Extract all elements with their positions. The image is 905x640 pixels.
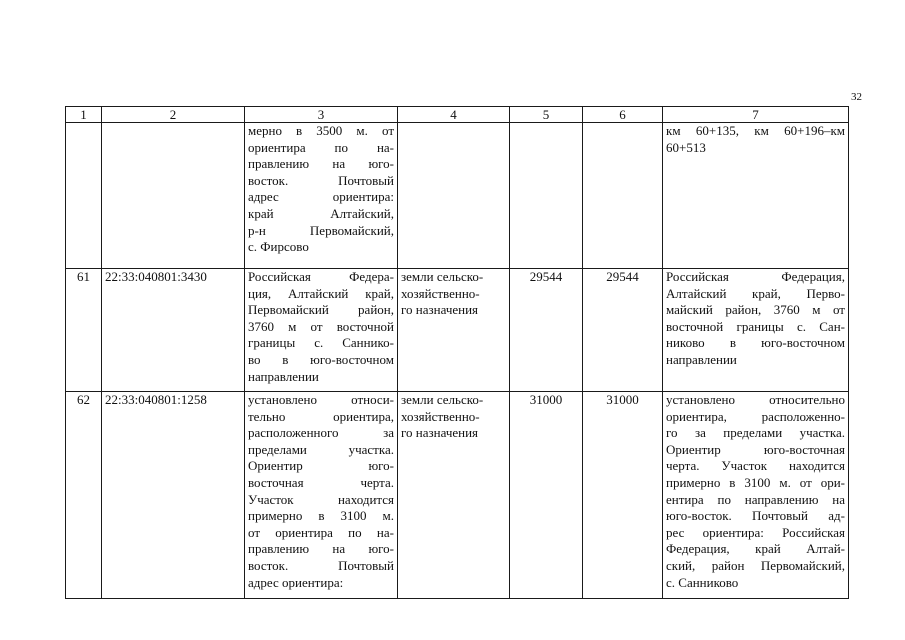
text-line: р-н Первомайский, — [248, 222, 394, 238]
text-line: ский, район Первомайский, — [666, 557, 845, 573]
table-row — [66, 392, 849, 599]
column-header: 3 — [245, 107, 398, 123]
column-number-row — [66, 107, 849, 123]
location-cell — [245, 123, 398, 269]
address-cell — [663, 392, 849, 599]
text-line: земли сельско- — [401, 392, 484, 407]
text-line: ориентира по на- — [248, 139, 394, 155]
column-header: 2 — [102, 107, 245, 123]
text-line: направлении — [248, 368, 319, 384]
text-line: с. Санниково — [666, 574, 739, 590]
text-line: хозяйственно- — [401, 285, 480, 301]
text-line: земли сельско- — [401, 269, 484, 284]
text-line: примерно в 3100 м. от ори- — [666, 474, 845, 490]
text-line: го назначения — [401, 302, 479, 318]
text-line: тельно ориентира, — [248, 408, 394, 424]
text-line: хозяйственно- — [401, 408, 480, 424]
column-header: 5 — [510, 107, 583, 123]
text-line: ция, Алтайский край, — [248, 285, 394, 301]
column-header: 4 — [398, 107, 510, 123]
row-number-cell: 61 — [66, 269, 102, 392]
cadastral-number-cell: 22:33:040801:3430 — [102, 269, 245, 392]
cadastral-number-cell — [102, 123, 245, 269]
text-line: край Алтайский, — [248, 205, 394, 221]
area-cell — [510, 123, 583, 269]
text-line: Первомайский район, — [248, 302, 394, 318]
text-line: ориентира, расположенно- — [666, 408, 845, 424]
location-cell — [245, 269, 398, 392]
text-line: восток. Почтовый — [248, 172, 394, 188]
area-cell: 29544 — [510, 269, 583, 392]
text-line: Российская Федера- — [248, 269, 394, 284]
text-line: ентира по направлению на — [666, 491, 845, 507]
text-line: примерно в 3100 м. — [248, 508, 394, 524]
text-line: рес ориентира: Российская — [666, 524, 845, 540]
page-number: 32 — [851, 91, 862, 103]
text-line: пределами участка. — [248, 441, 394, 457]
text-line: го за пределами участка. — [666, 425, 845, 441]
text-line: во в юго-восточном — [248, 351, 394, 367]
row-number-cell: 62 — [66, 392, 102, 599]
land-category-cell — [398, 123, 510, 269]
location-cell — [245, 392, 398, 599]
column-header: 6 — [583, 107, 663, 123]
address-cell — [663, 123, 849, 269]
text-line: Ориентир юго-восточная — [666, 441, 845, 457]
land-category-cell — [398, 392, 510, 599]
table-row — [66, 123, 849, 269]
text-line: адрес ориентира: — [248, 189, 394, 205]
land-category-cell — [398, 269, 510, 392]
text-line: майский район, 3760 м от — [666, 302, 845, 318]
text-line: от ориентира по на- — [248, 524, 394, 540]
text-line: черта. Участок находится — [666, 458, 845, 474]
text-line: с. Фирсово — [248, 239, 309, 255]
text-line: правлению на юго- — [248, 541, 394, 557]
row-number-cell — [66, 123, 102, 269]
text-line: направлении — [666, 351, 737, 367]
text-line: восток. Почтовый — [248, 557, 394, 573]
text-line: го назначения — [401, 425, 479, 441]
text-line: Федерация, край Алтай- — [666, 541, 845, 557]
column-header: 1 — [66, 107, 102, 123]
text-line: 3760 м от восточной — [248, 318, 394, 334]
text-line: Ориентир юго- — [248, 458, 394, 474]
column-header: 7 — [663, 107, 849, 123]
text-line: км 60+135, км 60+196–км — [666, 123, 845, 138]
text-line: юго-восток. Почтовый ад- — [666, 508, 845, 524]
text-line: мерно в 3500 м. от — [248, 123, 394, 138]
table-row — [66, 269, 849, 392]
text-line: правлению на юго- — [248, 156, 394, 172]
text-line: Российская Федерация, — [666, 269, 845, 284]
text-line: 60+513 — [666, 139, 706, 155]
text-line: Алтайский край, Перво- — [666, 285, 845, 301]
text-line: восточной границы с. Сан- — [666, 318, 845, 334]
area-cell — [583, 123, 663, 269]
area-cell: 29544 — [583, 269, 663, 392]
area-cell: 31000 — [583, 392, 663, 599]
address-cell — [663, 269, 849, 392]
text-line: адрес ориентира: — [248, 574, 344, 590]
text-line: установлено относительно — [666, 392, 845, 407]
text-line: никово в юго-восточном — [666, 335, 845, 351]
area-cell: 31000 — [510, 392, 583, 599]
land-plot-table — [65, 106, 849, 599]
cadastral-number-cell: 22:33:040801:1258 — [102, 392, 245, 599]
text-line: расположенного за — [248, 425, 394, 441]
text-line: восточная черта. — [248, 474, 394, 490]
text-line: установлено относи- — [248, 392, 394, 407]
text-line: Участок находится — [248, 491, 394, 507]
text-line: границы с. Саннико- — [248, 335, 394, 351]
